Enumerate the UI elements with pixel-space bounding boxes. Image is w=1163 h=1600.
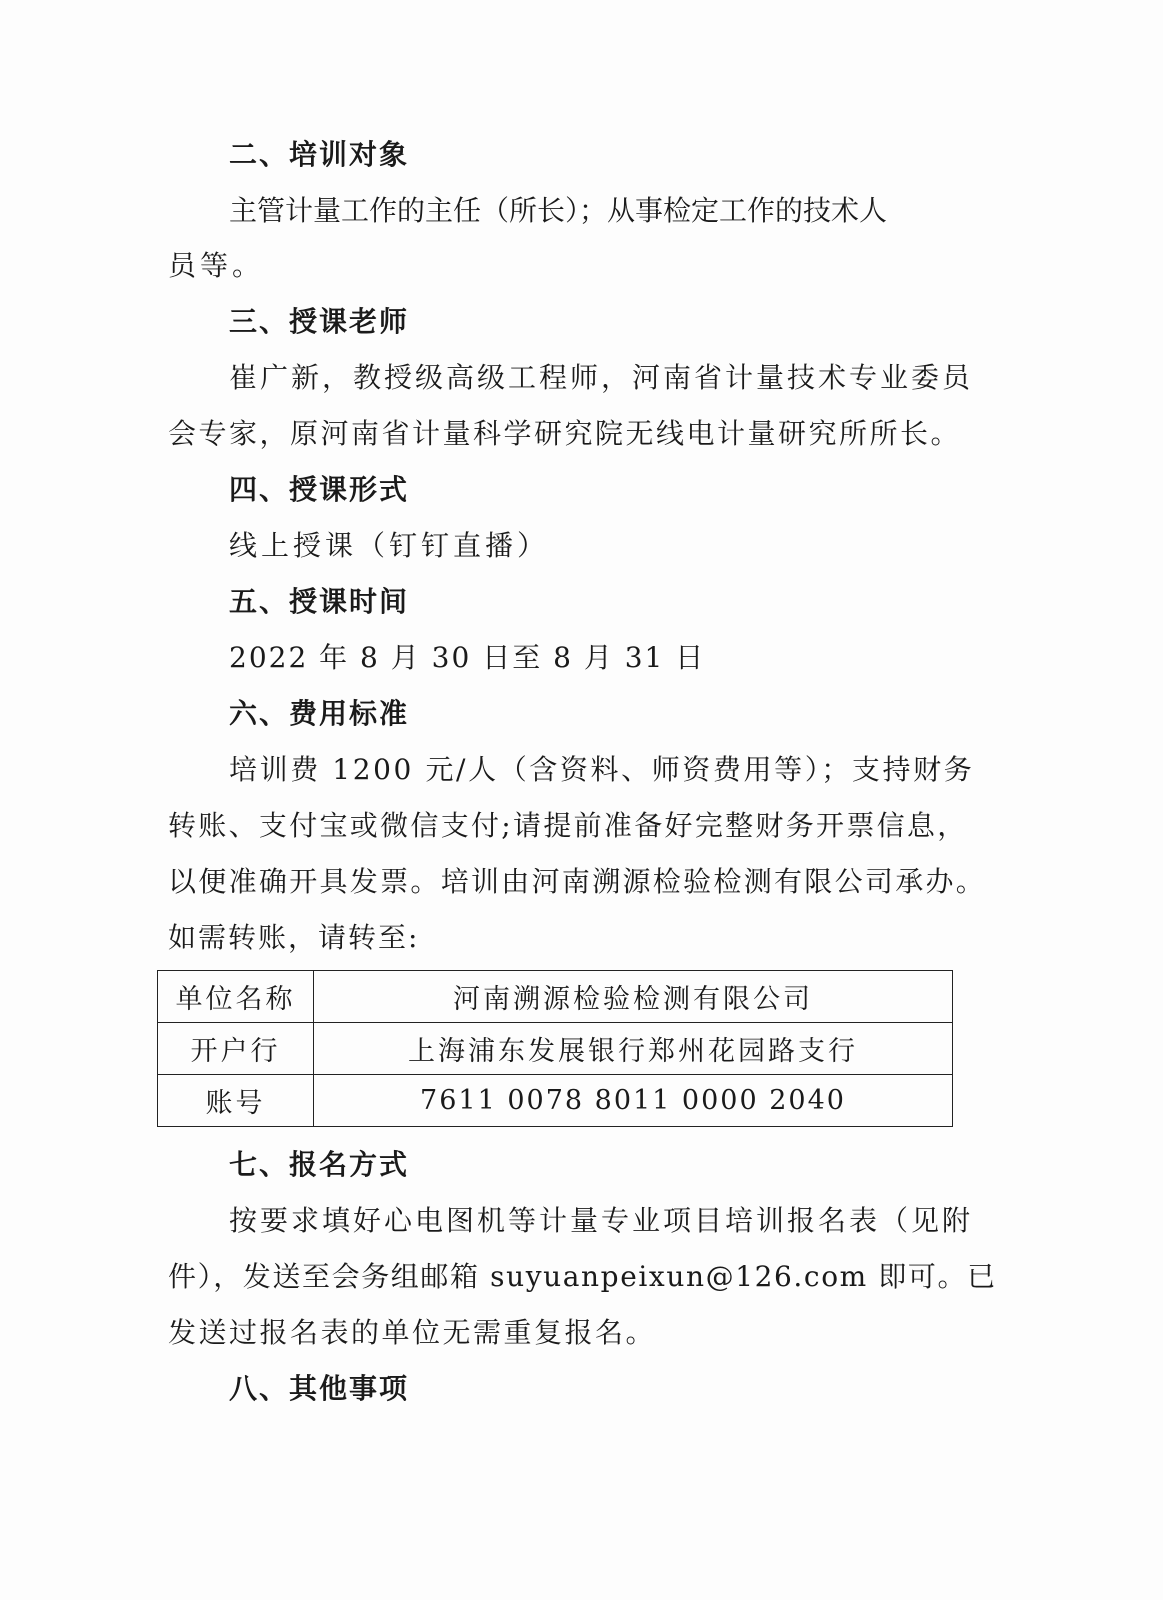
section-heading-format: 四、授课形式 bbox=[229, 473, 410, 506]
table-cell-value: 河南溯源检验检测有限公司 bbox=[314, 971, 953, 1023]
table-cell-label: 单位名称 bbox=[158, 971, 314, 1023]
section-body-line: 崔广新，教授级高级工程师，河南省计量技术专业委员 bbox=[229, 361, 974, 394]
section-heading-registration: 七、报名方式 bbox=[229, 1148, 410, 1181]
section-body-line: 以便准确开具发票。培训由河南溯源检验检测有限公司承办。 bbox=[168, 865, 987, 898]
section-body-line: 按要求填好心电图机等计量专业项目培训报名表（见附 bbox=[229, 1204, 974, 1237]
table-row bbox=[158, 1075, 953, 1127]
section-heading-training-target: 二、培训对象 bbox=[229, 138, 410, 171]
section-body-line: 转账、支付宝或微信支付;请提前准备好完整财务开票信息， bbox=[168, 809, 968, 842]
section-body-line bbox=[229, 191, 941, 231]
section-heading-time: 五、授课时间 bbox=[229, 585, 410, 618]
table-row bbox=[158, 971, 953, 1023]
body-text: 主管计量工作的主任（所长）；从事检定工作的技术人 bbox=[229, 194, 888, 227]
section-heading-other-matters: 八、其他事项 bbox=[229, 1372, 410, 1405]
table-cell-value: 上海浦东发展银行郑州花园路支行 bbox=[314, 1023, 953, 1075]
section-body-line: 件），发送至会务组邮箱 suyuanpeixun@126.com 即可。已 bbox=[168, 1260, 997, 1293]
section-body-line: 2022 年 8 月 30 日至 8 月 31 日 bbox=[229, 641, 706, 674]
section-body-line: 如需转账，请转至: bbox=[168, 921, 420, 954]
section-body-line: 线上授课（钉钉直播） bbox=[229, 529, 550, 562]
section-body-line: 发送过报名表的单位无需重复报名。 bbox=[168, 1316, 657, 1349]
table-cell-label: 账号 bbox=[158, 1075, 314, 1127]
section-heading-fees: 六、费用标准 bbox=[229, 697, 410, 730]
section-body-line: 会专家，原河南省计量科学研究院无线电计量研究所所长。 bbox=[168, 417, 962, 450]
section-heading-instructor: 三、授课老师 bbox=[229, 305, 410, 338]
bank-account-table bbox=[157, 970, 953, 1127]
table-cell-label: 开户行 bbox=[158, 1023, 314, 1075]
section-body-line: 培训费 1200 元/人（含资料、师资费用等）；支持财务 bbox=[229, 753, 975, 786]
table-cell-value: 7611 0078 8011 0000 2040 bbox=[314, 1075, 953, 1127]
section-body-line: 员等。 bbox=[168, 249, 265, 282]
table-row bbox=[158, 1023, 953, 1075]
